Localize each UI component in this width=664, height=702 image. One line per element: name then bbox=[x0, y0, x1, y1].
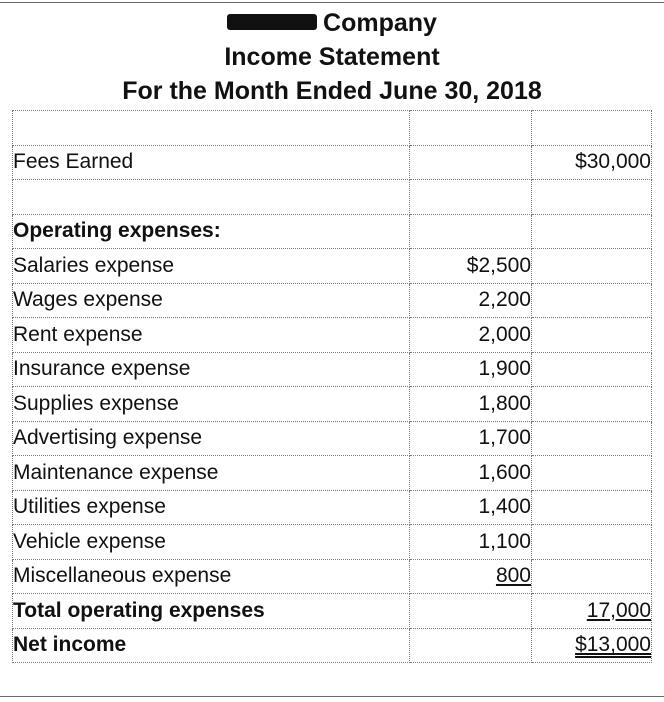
expense-amount: 2,200 bbox=[410, 283, 532, 318]
expense-amount: $2,500 bbox=[410, 249, 532, 284]
expense-label: Insurance expense bbox=[13, 352, 410, 387]
blank-row bbox=[13, 180, 652, 215]
table-row bbox=[13, 421, 652, 456]
expense-amount: 2,000 bbox=[410, 318, 532, 353]
expense-label: Miscellaneous expense bbox=[13, 559, 410, 594]
expense-label: Wages expense bbox=[13, 283, 410, 318]
expense-label: Salaries expense bbox=[13, 249, 410, 284]
expense-label: Advertising expense bbox=[13, 421, 410, 456]
expense-amount: 1,900 bbox=[410, 352, 532, 387]
table-row bbox=[13, 490, 652, 525]
table-row bbox=[13, 283, 652, 318]
statement-header bbox=[0, 6, 664, 108]
statement-title: Income Statement bbox=[224, 43, 440, 71]
bottom-border bbox=[0, 696, 664, 697]
total-expenses-label: Total operating expenses bbox=[13, 594, 410, 629]
revenue-row bbox=[13, 145, 652, 180]
net-income-label: Net income bbox=[13, 628, 410, 663]
table-row bbox=[13, 352, 652, 387]
expense-amount: 1,100 bbox=[410, 525, 532, 560]
net-income-row bbox=[13, 628, 652, 663]
company-suffix: Company bbox=[323, 9, 437, 37]
top-border bbox=[0, 2, 664, 3]
revenue-label: Fees Earned bbox=[13, 145, 410, 180]
table-row bbox=[13, 456, 652, 491]
expense-amount: 1,700 bbox=[410, 421, 532, 456]
expense-amount: 800 bbox=[495, 564, 531, 588]
expense-label: Rent expense bbox=[13, 318, 410, 353]
table-row bbox=[13, 387, 652, 422]
table-row bbox=[13, 249, 652, 284]
expense-amount: 1,400 bbox=[410, 490, 532, 525]
redacted-mark bbox=[227, 14, 317, 30]
statement-period: For the Month Ended June 30, 2018 bbox=[122, 77, 542, 105]
company-name bbox=[0, 6, 664, 40]
income-statement-table bbox=[12, 110, 652, 663]
table-row bbox=[13, 525, 652, 560]
revenue-amount: $30,000 bbox=[532, 145, 652, 180]
operating-heading-row bbox=[13, 214, 652, 249]
table-row bbox=[13, 559, 652, 594]
total-expenses-amount: 17,000 bbox=[586, 598, 651, 622]
expense-amount: 1,800 bbox=[410, 387, 532, 422]
expense-label: Utilities expense bbox=[13, 490, 410, 525]
total-expenses-row bbox=[13, 594, 652, 629]
expense-amount: 1,600 bbox=[410, 456, 532, 491]
net-income-amount: $13,000 bbox=[575, 633, 651, 657]
table-row bbox=[13, 318, 652, 353]
blank-row bbox=[13, 111, 652, 146]
expense-label: Maintenance expense bbox=[13, 456, 410, 491]
expense-label: Supplies expense bbox=[13, 387, 410, 422]
expense-label: Vehicle expense bbox=[13, 525, 410, 560]
operating-heading: Operating expenses: bbox=[13, 214, 410, 249]
